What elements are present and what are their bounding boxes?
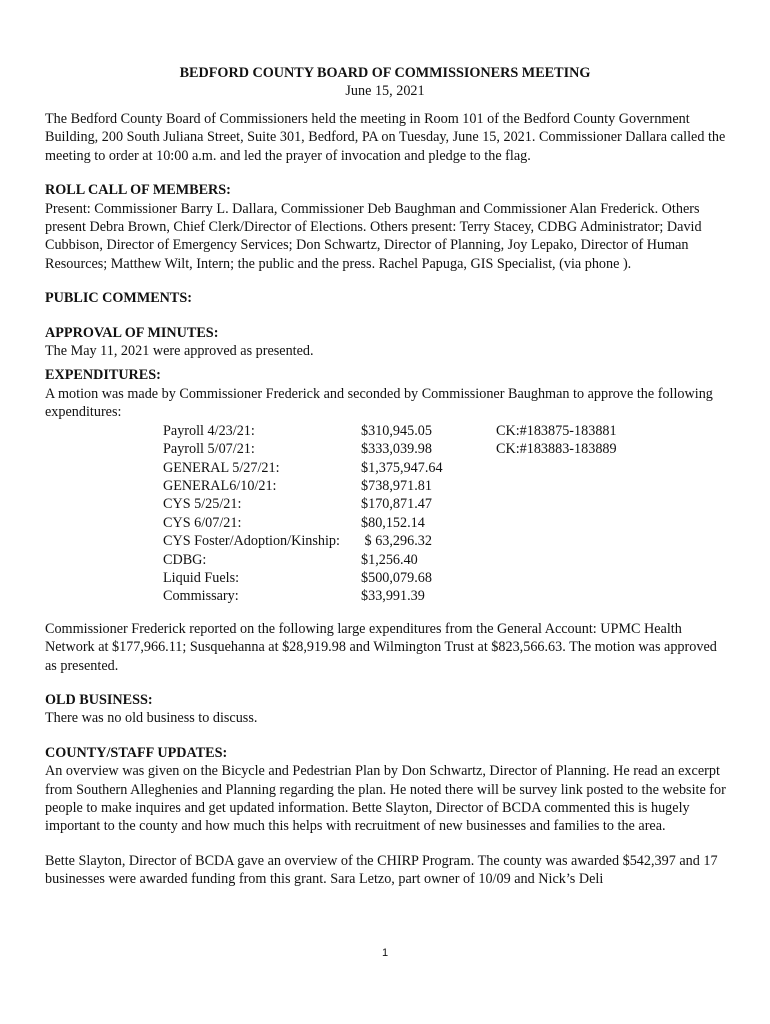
page-number: 1 [381,947,389,959]
table-row [163,495,617,513]
expenditure-label: Payroll 4/23/21: [163,422,255,439]
expenditure-label: CDBG: [163,551,207,568]
intro-paragraph: The Bedford County Board of Commissioners held the meeting in Room 101 of the Bedford County Government Building, 200 South Juliana Street, Suite 301, Bedford, PA on Tuesday, June 15, 2021. Commissioner Dallara called the meeting to order at 10:00 a.m. and led the prayer of invocation and pledge to the flag. [45,111,726,164]
table-row [163,587,617,605]
expenditure-label: GENERAL6/10/21: [163,477,277,494]
expenditure-label: CYS Foster/Adoption/Kinship: [163,533,340,550]
table-row [163,532,617,550]
old-business-heading: OLD BUSINESS: [45,691,153,708]
table-row [163,569,617,587]
expenditure-label: Commissary: [163,588,239,605]
expenditure-check [496,587,617,605]
approval-paragraph: The May 11, 2021 were approved as presented. [45,343,314,360]
expenditure-check [496,514,617,532]
expenditure-amount: $1,375,947.64 [361,459,443,476]
updates-heading: COUNTY/STAFF UPDATES: [45,744,228,761]
document-header [0,64,770,101]
expenditure-amount: $170,871.47 [361,496,432,513]
expenditure-label: Payroll 5/07/21: [163,441,255,458]
roll-call-heading: ROLL CALL OF MEMBERS: [45,182,231,199]
expenditure-amount: $ 63,296.32 [361,533,432,550]
expenditure-check [496,532,617,550]
expenditure-amount: $333,039.98 [361,441,432,458]
approval-heading: APPROVAL OF MINUTES: [45,324,219,341]
public-comments-heading: PUBLIC COMMENTS: [45,290,193,307]
expenditure-check: CK:#183883-183889 [496,441,617,458]
expenditures-heading: EXPENDITURES: [45,367,161,384]
expenditure-amount: $738,971.81 [361,477,432,494]
table-row [163,514,617,532]
expenditure-amount: $1,256.40 [361,551,418,568]
document-body [45,110,729,889]
updates-paragraph-1: An overview was given on the Bicycle and Pedestrian Plan by Don Schwartz, Director of Planning. He read an excerpt from Southern Alleghenies and Planning regarding the plan. He noted there will be survey link posted to the website for people to make inquires and get updated information. Bette Slayton, Director of BCDA commented this is hugely important to the county and how much this helps with recruitment of new businesses and families to the area. [45,763,726,835]
expenditure-label: Liquid Fuels: [163,569,240,586]
table-row [163,459,617,477]
updates-paragraph-2: Bette Slayton, Director of BCDA gave an overview of the CHIRP Program. The county was awarded $542,397 and 17 businesses were awarded funding from this grant. Sara Letzo, part owner of 10/09 and Nick’s Deli [45,852,718,888]
expenditure-label: CYS 6/07/21: [163,514,242,531]
expenditure-amount: $80,152.14 [361,514,425,531]
expenditure-check [496,459,617,477]
expenditures-paragraph: A motion was made by Commissioner Frederick and seconded by Commissioner Baughman to approve the following expenditures: [45,385,713,421]
meeting-date: June 15, 2021 [345,83,425,100]
expenditure-amount: $500,079.68 [361,569,432,586]
table-row [163,440,617,458]
expenditure-check [496,495,617,513]
expenditure-check: CK:#183875-183881 [496,422,617,439]
expenditures-report-paragraph: Commissioner Frederick reported on the following large expenditures from the General Account: UPMC Health Network at $177,966.11; Susquehanna at $28,919.98 and Wilmington Trust at $823,566.63. The motion was approved as presented. [45,620,717,674]
expenditure-check [496,477,617,495]
table-row [163,551,617,569]
expenditure-check [496,569,617,587]
table-row [163,422,617,440]
roll-call-paragraph: Present: Commissioner Barry L. Dallara, Commissioner Deb Baughman and Commissioner Alan Frederick. Others present Debra Brown, Chief Clerk/Director of Elections. Others present: Terry Stacey, CDBG Administrator; David Cubbison, Director of Emergency Services; Don Schwartz, Director of Planning, Joy Lepako, Director of Human Resources; Matthew Wilt, Intern; the public and the press. Rachel Papuga, GIS Specialist, (via phone ). [45,200,702,272]
expenditure-label: GENERAL 5/27/21: [163,459,280,476]
document-title: BEDFORD COUNTY BOARD OF COMMISSIONERS MEETING [179,65,591,81]
expenditure-label: CYS 5/25/21: [163,496,242,513]
old-business-paragraph: There was no old business to discuss. [45,710,258,727]
expenditures-table [163,422,617,606]
table-row [163,477,617,495]
expenditure-amount: $310,945.05 [361,422,432,439]
expenditure-check [496,551,617,569]
expenditure-amount: $33,991.39 [361,588,425,605]
